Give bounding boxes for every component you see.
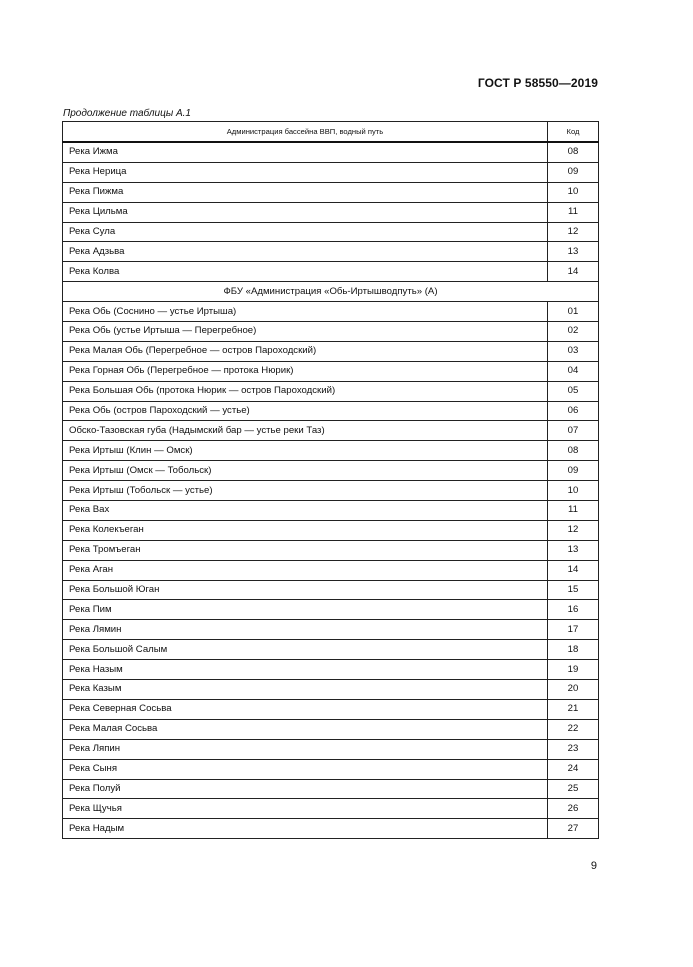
waterway-name: Река Колва bbox=[63, 262, 548, 282]
table-row bbox=[63, 719, 599, 739]
waterway-name: Река Малая Обь (Перегребное — остров Пароходский) bbox=[63, 341, 548, 361]
waterway-name: Река Иртыш (Клин — Омск) bbox=[63, 441, 548, 461]
page-number: 9 bbox=[590, 860, 597, 872]
waterway-name: Река Иртыш (Тобольск — устье) bbox=[63, 481, 548, 501]
waterway-code: 05 bbox=[548, 381, 599, 401]
table-row bbox=[63, 680, 599, 700]
waterway-code: 09 bbox=[548, 461, 599, 481]
table-row bbox=[63, 441, 599, 461]
waterway-name: Река Северная Сосьва bbox=[63, 699, 548, 719]
waterway-name: Река Малая Сосьва bbox=[63, 719, 548, 739]
waterway-code: 14 bbox=[548, 262, 599, 282]
table-row bbox=[63, 759, 599, 779]
waterway-name: Река Сыня bbox=[63, 759, 548, 779]
table-row bbox=[63, 640, 599, 660]
table-row bbox=[63, 501, 599, 521]
table-row bbox=[63, 341, 599, 361]
table-row bbox=[63, 580, 599, 600]
waterway-name: Река Надым bbox=[63, 819, 548, 839]
table-row bbox=[63, 461, 599, 481]
table-row bbox=[63, 779, 599, 799]
table-row bbox=[63, 182, 599, 202]
document-code: ГОСТ Р 58550—2019 bbox=[477, 76, 598, 90]
waterway-name: Река Ляпин bbox=[63, 739, 548, 759]
waterway-code: 22 bbox=[548, 719, 599, 739]
waterway-name: Река Пижма bbox=[63, 182, 548, 202]
waterway-code: 02 bbox=[548, 322, 599, 342]
table-row bbox=[63, 819, 599, 839]
waterway-name: Река Казым bbox=[63, 680, 548, 700]
table-row bbox=[63, 162, 599, 182]
waterway-code: 16 bbox=[548, 600, 599, 620]
table-row bbox=[63, 560, 599, 580]
table-row bbox=[63, 322, 599, 342]
waterway-name: Река Большой Юган bbox=[63, 580, 548, 600]
waterway-name: Река Полуй bbox=[63, 779, 548, 799]
waterway-code: 21 bbox=[548, 699, 599, 719]
waterway-code: 12 bbox=[548, 222, 599, 242]
waterway-name: Река Большая Обь (протока Нюрик — остров Пароходский) bbox=[63, 381, 548, 401]
table-row bbox=[63, 202, 599, 222]
section-title: ФБУ «Администрация «Обь-Иртышводпуть» (А) bbox=[63, 282, 599, 302]
table-row bbox=[63, 302, 599, 322]
waterway-code: 13 bbox=[548, 242, 599, 262]
waterway-name: Река Сула bbox=[63, 222, 548, 242]
waterway-name: Река Иртыш (Омск — Тобольск) bbox=[63, 461, 548, 481]
waterway-code: 12 bbox=[548, 520, 599, 540]
waterway-name: Река Обь (устье Иртыша — Перегребное) bbox=[63, 322, 548, 342]
waterway-code: 07 bbox=[548, 421, 599, 441]
table-row bbox=[63, 222, 599, 242]
table-row bbox=[63, 660, 599, 680]
table-row bbox=[63, 600, 599, 620]
table-row bbox=[63, 242, 599, 262]
waterway-name: Река Лямин bbox=[63, 620, 548, 640]
waterway-code: 27 bbox=[548, 819, 599, 839]
waterway-name: Река Большой Салым bbox=[63, 640, 548, 660]
waterway-code: 10 bbox=[548, 182, 599, 202]
waterway-code: 09 bbox=[548, 162, 599, 182]
table-section-row bbox=[63, 282, 599, 302]
waterway-code: 13 bbox=[548, 540, 599, 560]
waterway-code: 04 bbox=[548, 361, 599, 381]
waterway-name: Река Ижма bbox=[63, 142, 548, 162]
waterway-name: Река Аган bbox=[63, 560, 548, 580]
table-row bbox=[63, 520, 599, 540]
table-row bbox=[63, 699, 599, 719]
waterway-name: Обско-Тазовская губа (Надымский бар — устье реки Таз) bbox=[63, 421, 548, 441]
waterway-name: Река Адзьва bbox=[63, 242, 548, 262]
table-row bbox=[63, 262, 599, 282]
table-row bbox=[63, 620, 599, 640]
waterway-code: 03 bbox=[548, 341, 599, 361]
table-body bbox=[63, 142, 599, 839]
waterway-code: 10 bbox=[548, 481, 599, 501]
waterway-code: 25 bbox=[548, 779, 599, 799]
waterway-name: Река Вах bbox=[63, 501, 548, 521]
waterway-code: 18 bbox=[548, 640, 599, 660]
waterway-name: Река Обь (остров Пароходский — устье) bbox=[63, 401, 548, 421]
waterway-name: Река Нерица bbox=[63, 162, 548, 182]
table-row bbox=[63, 361, 599, 381]
waterways-table bbox=[62, 121, 599, 839]
table-row bbox=[63, 739, 599, 759]
waterway-code: 06 bbox=[548, 401, 599, 421]
waterway-name: Река Колекъеган bbox=[63, 520, 548, 540]
waterway-code: 14 bbox=[548, 560, 599, 580]
waterway-code: 24 bbox=[548, 759, 599, 779]
table-row bbox=[63, 381, 599, 401]
waterway-name: Река Цильма bbox=[63, 202, 548, 222]
table-row bbox=[63, 421, 599, 441]
waterway-code: 01 bbox=[548, 302, 599, 322]
waterway-code: 11 bbox=[548, 202, 599, 222]
table-row bbox=[63, 799, 599, 819]
table-continuation-caption: Продолжение таблицы А.1 bbox=[63, 108, 191, 119]
column-header-waterway: Администрация бассейна ВВП, водный путь bbox=[63, 122, 548, 143]
waterway-code: 19 bbox=[548, 660, 599, 680]
waterway-code: 17 bbox=[548, 620, 599, 640]
waterway-name: Река Назым bbox=[63, 660, 548, 680]
waterway-name: Река Щучья bbox=[63, 799, 548, 819]
waterway-code: 08 bbox=[548, 142, 599, 162]
waterway-name: Река Горная Обь (Перегребное — протока Нюрик) bbox=[63, 361, 548, 381]
waterway-name: Река Пим bbox=[63, 600, 548, 620]
waterway-code: 11 bbox=[548, 501, 599, 521]
waterway-name: Река Обь (Соснино — устье Иртыша) bbox=[63, 302, 548, 322]
waterway-code: 15 bbox=[548, 580, 599, 600]
table-row bbox=[63, 142, 599, 162]
table-row bbox=[63, 540, 599, 560]
table-row bbox=[63, 401, 599, 421]
table-header-row bbox=[63, 122, 599, 143]
waterway-code: 08 bbox=[548, 441, 599, 461]
table-row bbox=[63, 481, 599, 501]
column-header-code: Код bbox=[548, 122, 599, 143]
waterway-code: 20 bbox=[548, 680, 599, 700]
waterway-code: 26 bbox=[548, 799, 599, 819]
waterway-name: Река Тромъеган bbox=[63, 540, 548, 560]
waterway-code: 23 bbox=[548, 739, 599, 759]
